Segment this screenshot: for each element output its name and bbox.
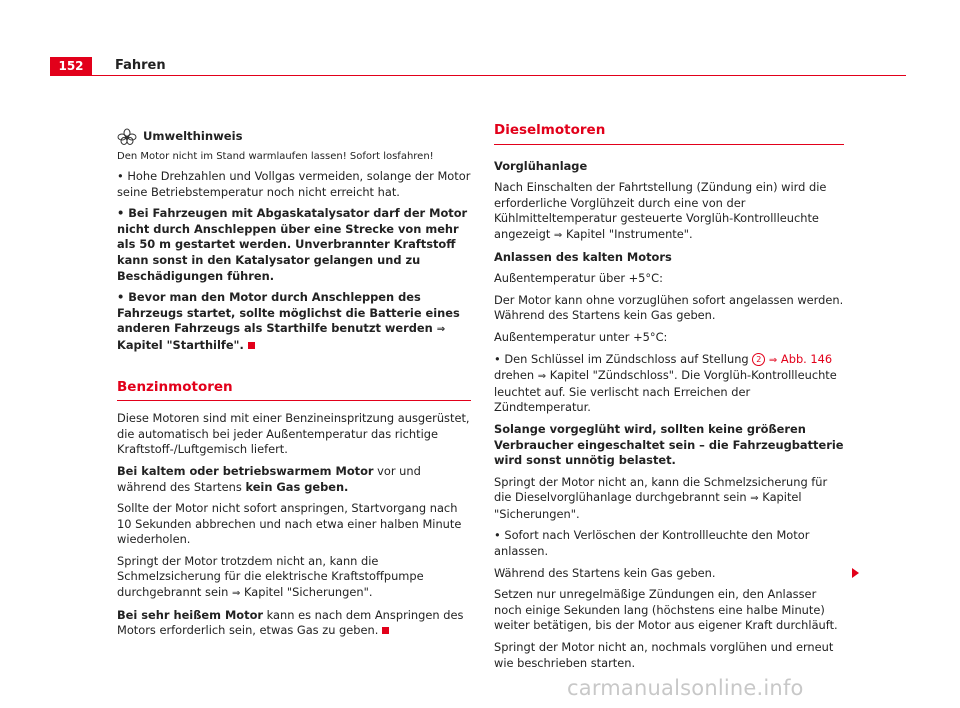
arrow-icon: ⇒ bbox=[537, 371, 547, 383]
benzin-paragraph-3: Sollte der Motor nicht sofort anspringen, Startvorgang nach 10 Sekunden abbrechen und nach etwa einer halben Minute wiederholen. bbox=[117, 501, 462, 547]
benzin-paragraph-1: Diese Motoren sind mit einer Benzineinspritzung ausgerüstet, die automatisch bei jeder Außentemperatur das richtige Kraftstoff-/Luftgemisch liefert. bbox=[117, 411, 470, 457]
environment-bullet-1: • Hohe Drehzahlen und Vollgas vermeiden, solange der Motor seine Betriebstemperatur noch nicht erreicht hat. bbox=[117, 169, 471, 199]
benzin-section-title: Benzinmotoren bbox=[117, 380, 471, 402]
right-column bbox=[494, 123, 844, 677]
diesel-p5-a: • Den Schlüssel im Zündschloss auf Stellung bbox=[494, 351, 749, 366]
diesel-paragraph-6: Solange vorgeglüht wird, sollten keine größeren Verbraucher eingeschaltet sein – die Fahrzeugbatterie wird sonst unnötig belastet. bbox=[494, 421, 844, 468]
continue-arrow-icon bbox=[852, 568, 859, 578]
benzin-p5-bold: Bei sehr heißem Motor bbox=[117, 607, 264, 622]
environment-bullet-3 bbox=[117, 290, 471, 353]
diesel-paragraph-7 bbox=[494, 475, 844, 523]
arrow-icon: ⇒ bbox=[231, 588, 241, 600]
diesel-section-title: Dieselmotoren bbox=[494, 123, 844, 145]
diesel-paragraph-10: Setzen nur unregelmäßige Zündungen ein, den Anlasser noch einige Sekunden lang (höchstens eine halbe Minute) weiter betätigen, bis der Motor aus eigener Kraft durchläuft. bbox=[494, 587, 838, 633]
chapter-title: Fahren bbox=[115, 58, 166, 73]
arrow-icon: ⇒ bbox=[750, 493, 759, 505]
sicherungen-link[interactable]: Kapitel "Sicherungen". bbox=[244, 585, 373, 600]
diesel-paragraph-3: Der Motor kann ohne vorzuglühen sofort angelassen werden. Während des Startens kein Gas geben. bbox=[494, 292, 844, 323]
instrumente-link[interactable]: Kapitel "Instrumente". bbox=[565, 226, 693, 241]
vorgluehanlage-heading: Vorglühanlage bbox=[494, 158, 588, 173]
benzin-paragraph-5 bbox=[117, 608, 471, 639]
benzin-p2-text: vor und während des Startens bbox=[117, 463, 421, 494]
benzin-paragraph-4 bbox=[117, 554, 471, 602]
zuendschloss-link[interactable]: Kapitel "Zündschloss". Die Vorglüh-Kontrollleuchte leuchtet auf. Sie verlischt nach Erreichen der Zündtemperatur. bbox=[494, 368, 837, 415]
starthilfe-link[interactable]: Kapitel "Starthilfe". bbox=[117, 337, 244, 352]
header-rule bbox=[92, 75, 906, 76]
kalter-motor-heading: Anlassen des kalten Motors bbox=[494, 249, 672, 264]
diesel-paragraph-1 bbox=[494, 180, 844, 243]
benzin-paragraph-2 bbox=[117, 464, 471, 495]
benzin-p2-bold: Bei kaltem oder betriebswarmem Motor bbox=[117, 463, 374, 478]
diesel-paragraph-9: Während des Startens kein Gas geben. bbox=[494, 565, 716, 580]
environment-note: Den Motor nicht im Stand warmlaufen lassen! Sofort losfahren! bbox=[117, 151, 434, 162]
position-2-badge: 2 bbox=[752, 353, 765, 366]
page-number: 152 bbox=[50, 57, 92, 76]
benzin-p5-text: kann es nach dem Anspringen des Motors erforderlich sein, etwas Gas zu geben. bbox=[117, 607, 464, 638]
sicherungen-link-2[interactable]: Kapitel "Sicherungen". bbox=[494, 490, 802, 521]
diesel-paragraph-5 bbox=[494, 352, 844, 416]
arrow-icon: ⇒ bbox=[553, 229, 563, 241]
watermark: carmanualsonline.info bbox=[567, 676, 804, 700]
environment-bullet-2: • Bei Fahrzeugen mit Abgaskatalysator darf der Motor nicht durch Anschleppen über eine Strecke von mehr als 50 m gestartet werden. Unverbrannter Kraftstoff kann sonst in den Katalysator gelangen und zu Beschädigungen führen. bbox=[117, 206, 468, 283]
diesel-paragraph-4: Außentemperatur unter +5°C: bbox=[494, 329, 668, 344]
benzin-p2-bold-2: kein Gas geben. bbox=[245, 479, 349, 494]
environment-heading bbox=[117, 128, 471, 146]
diesel-p7-text: Springt der Motor nicht an, kann die Schmelzsicherung für die Dieselvorglühanlage durchgebrannt sein bbox=[494, 474, 828, 505]
abb-146-link[interactable]: Abb. 146 bbox=[780, 351, 833, 366]
diesel-paragraph-8: • Sofort nach Verlöschen der Kontrollleuchte den Motor anlassen. bbox=[494, 528, 810, 559]
environment-bullet-3-text: • Bevor man den Motor durch Anschleppen des Fahrzeugs startet, sollte möglichst die Batterie eines anderen Fahrzeugs als Starthilfe benutzt werden bbox=[117, 290, 460, 336]
end-marker-icon bbox=[248, 342, 255, 349]
arrow-icon: ⇒ bbox=[768, 354, 778, 366]
left-column bbox=[117, 128, 471, 645]
diesel-p5-b: drehen bbox=[494, 368, 535, 383]
benzin-p4-text: Springt der Motor trotzdem nicht an, kann die Schmelzsicherung für die elektrische Kraftstoffpumpe durchgebrannt sein bbox=[117, 553, 424, 600]
diesel-p1-text: Nach Einschalten der Fahrtstellung (Zündung ein) wird die erforderliche Vorglühzeit durch eine von der Kühlmitteltemperatur gesteuerte Vorglüh-Kontrollleuchte angezeigt bbox=[494, 180, 827, 241]
flower-icon bbox=[117, 128, 137, 146]
end-marker-icon bbox=[382, 627, 389, 634]
page-header bbox=[50, 57, 906, 77]
diesel-paragraph-11: Springt der Motor nicht an, nochmals vorglühen und erneut wie beschrieben starten. bbox=[494, 640, 834, 670]
environment-title: Umwelthinweis bbox=[143, 129, 243, 144]
arrow-icon: ⇒ bbox=[436, 324, 446, 336]
diesel-paragraph-2: Außentemperatur über +5°C: bbox=[494, 271, 663, 286]
